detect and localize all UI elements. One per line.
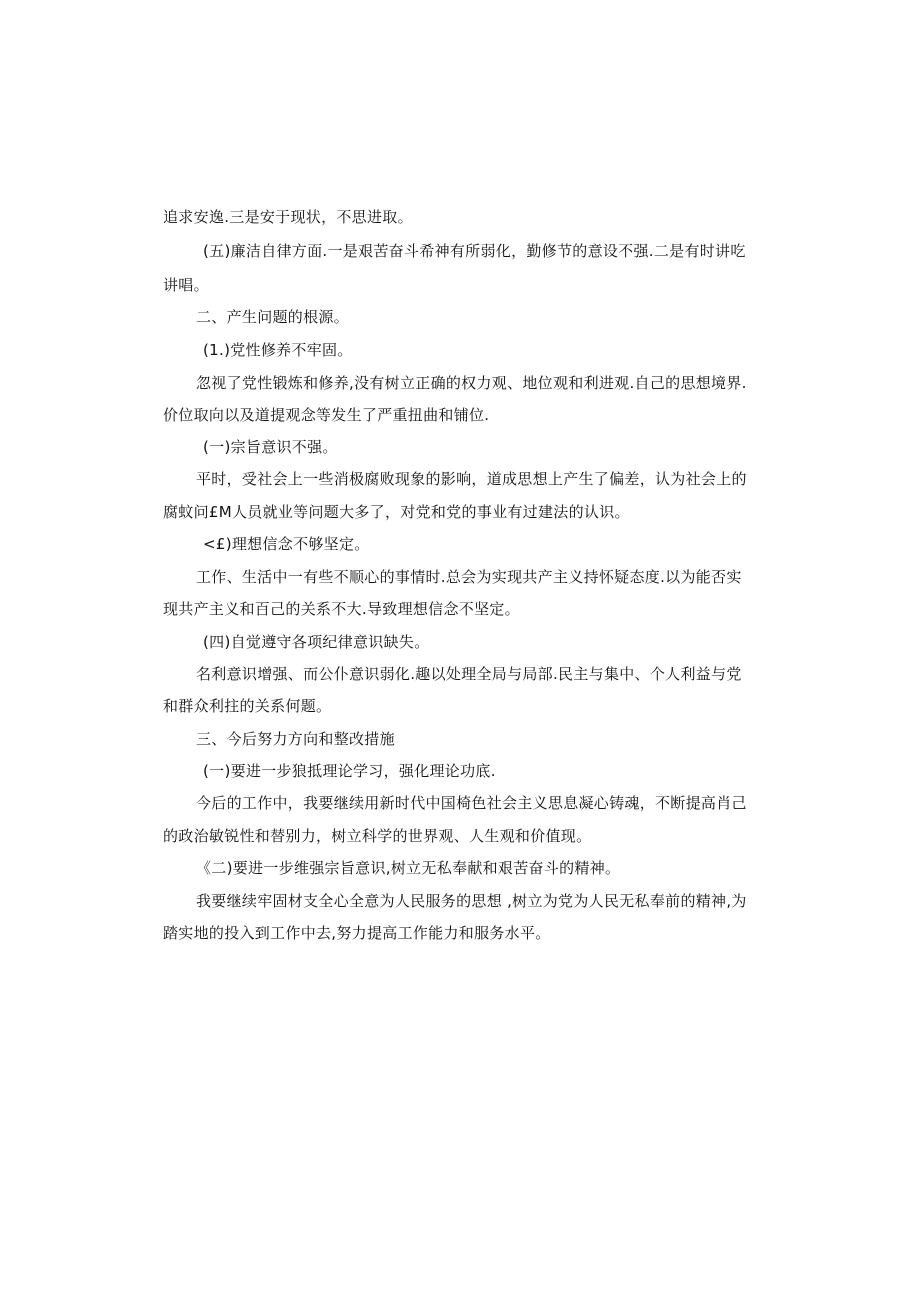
text-line: 追求安逸.三是安于现状，不思进取。 [163, 208, 413, 226]
paragraph-line: 和群众利拄的关系何题。 [163, 697, 332, 715]
paragraph-line: 现共产主义和百己的关系不大.导致理想信念不坚定。 [163, 600, 520, 618]
paragraph-line: 腐蚊问£M人员就业等问题大多了，对党和党的事业有过建法的认识。 [163, 503, 630, 521]
section-heading: 三、今后努力方向和整改措施 [196, 730, 395, 748]
paragraph-line: 价位取向以及道提观念等发生了严重扭曲和铺位. [163, 406, 490, 424]
subsection-heading: (一)宗旨意识不强。 [203, 438, 338, 456]
section-heading: 二、产生问题的根源。 [196, 308, 350, 326]
paragraph-line: 今后的工作中，我要继续用新时代中国椅色社会主义思息凝心铸魂，不断提高肖己 [196, 794, 747, 812]
subsection-heading: 《二)要进一步维强宗旨意识,树立无私奉献和艰苦奋斗的精神。 [196, 859, 621, 877]
paragraph-line: 的政治敏锐性和替别力，树立科学的世界观、人生观和价值现。 [163, 827, 592, 845]
paragraph-line: 踏实地的投入到工作中去,努力提高工作能力和服务水平。 [163, 924, 551, 942]
text-line: 讲唱。 [163, 276, 209, 294]
subsection-heading: (一)要进一步狼抵理论学习，强化理论功底. [203, 762, 496, 780]
paragraph-line: 我要继续牢固材支全心全意为人民服务的思想 ,树立为党为人民无私奉前的精神,为 [196, 892, 747, 910]
subsection-heading: (四)自觉遵守各项纪律意识缺失。 [203, 633, 430, 651]
paragraph-line: 工作、生活中一有些不顺心的事情时.总会为实现共产主义持怀疑态度.以为能否实 [196, 568, 742, 586]
paragraph-line: 名利意识增强、而公仆意识弱化.趣以处理全局与局部.民主与集中、个人利益与党 [196, 665, 742, 683]
subsection-heading: <£)理想信念不够坚定。 [203, 535, 370, 553]
paragraph-line: 平时，受社会上一些消极腐败现象的影响，道成思想上产生了偏差，认为社会上的 [196, 470, 747, 488]
section-heading: (五)廉洁自律方面.一是艰苦奋斗希神有所弱化，勤修节的意设不强.二是有时讲吃 [203, 242, 746, 260]
paragraph-line: 忽视了党性锻炼和修养,没有树立正确的权力观、地位观和利进观.自己的思想境界. [196, 374, 747, 392]
subsection-heading: (1.)党性修养不牢固。 [203, 341, 353, 359]
